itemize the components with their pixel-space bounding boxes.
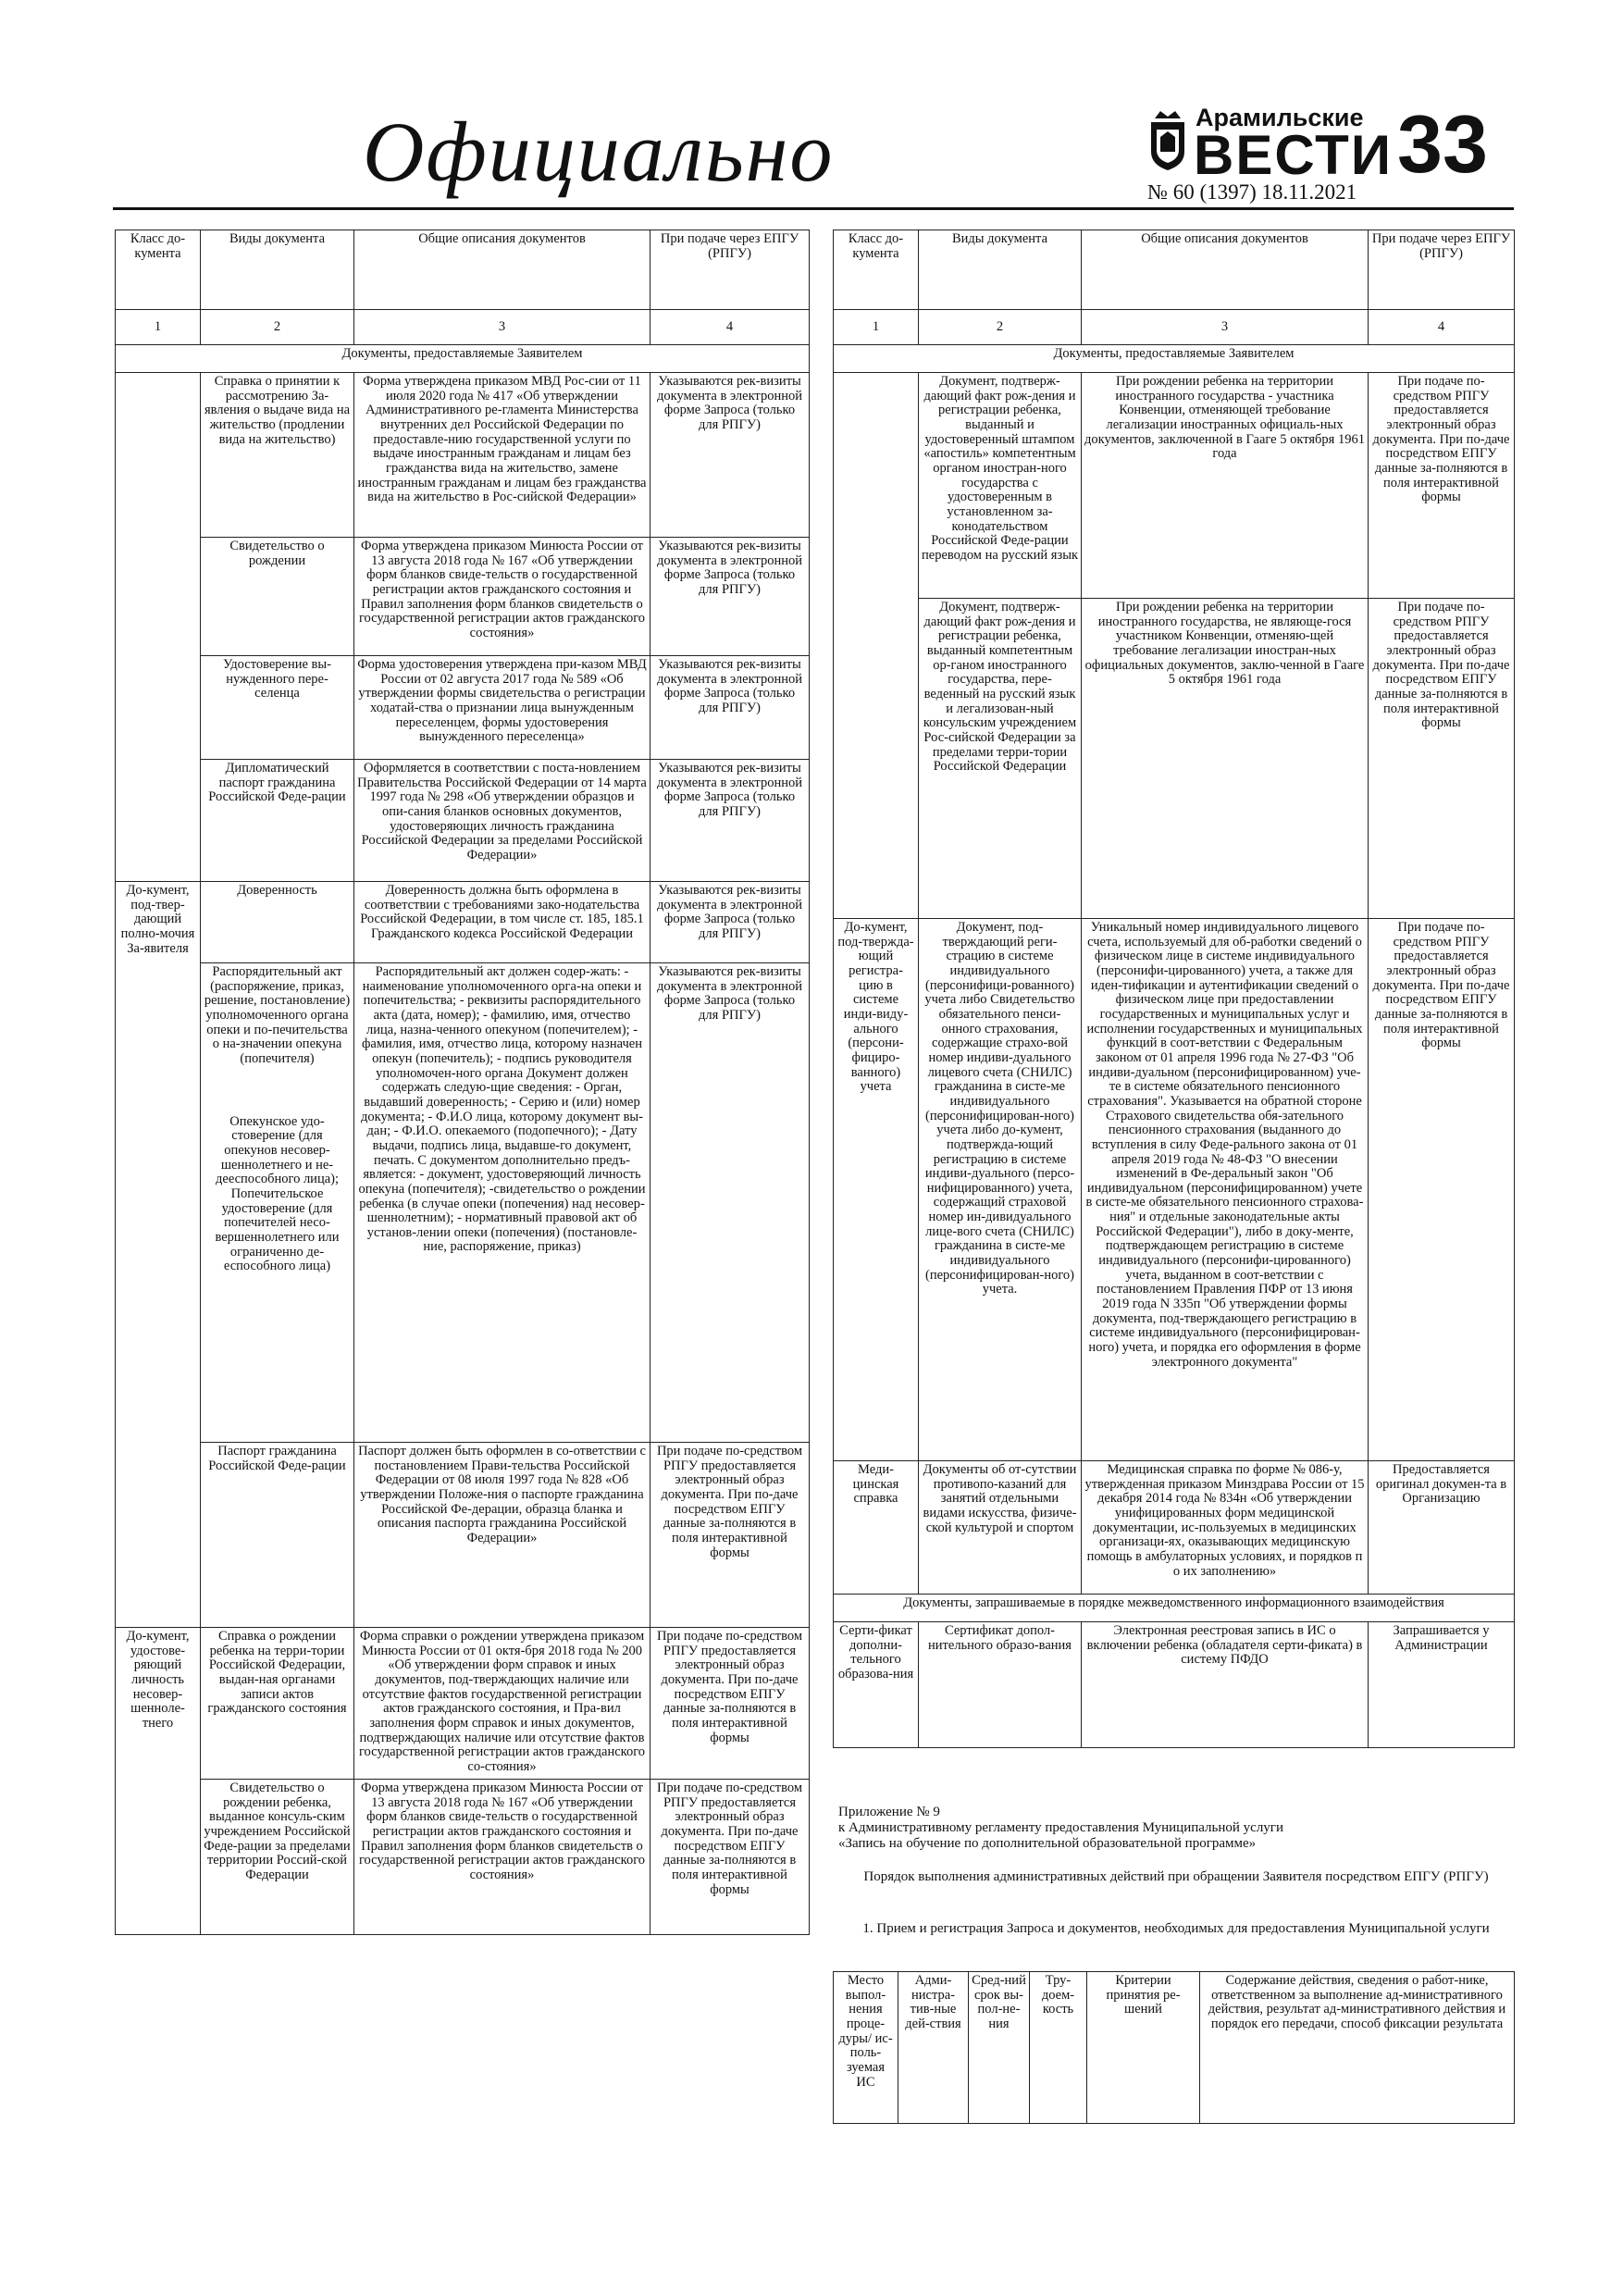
document-type: Доверенность (201, 882, 354, 963)
appendix-number: Приложение № 9 (838, 1805, 940, 1819)
column-header: При подаче через ЕПГУ (РПГУ) (1369, 230, 1515, 310)
submission-note: Предоставляется оригинал докумен-та в Организацию (1369, 1461, 1515, 1595)
column-number: 2 (201, 310, 354, 345)
procedure-title: Порядок выполнения административных действий при обращении Заявителя посредством ЕПГУ (РПГУ) (863, 1869, 1489, 1884)
column-header: Виды документа (919, 230, 1082, 310)
column-header: Критерии принятия ре-шений (1087, 1972, 1200, 2124)
section-row (116, 345, 810, 373)
column-number: 2 (919, 310, 1082, 345)
appendix-service-name: «Запись на обучение по дополнительной образовательной программе» (838, 1835, 1257, 1851)
document-type: Удостоверение вы-нужденного пере-селенца (201, 656, 354, 760)
logo-small-text: Арамильские (1196, 104, 1364, 131)
document-description: Оформляется в соответствии с поста-новлением Правительства Российской Федерации от 14 марта 1997 года № 298 «Об утверждении образцов и опи-сания бланков основных документов, удостоверяющих личность гражданина Российской Федерации за пределами Российской Федерации» (354, 760, 650, 882)
document-type: Документ, подтверж-дающий факт рож-дения и регистрации ребенка, выданный и удостоверенный штампом «апостиль» компетентным органом иностран-ного государства с удостоверенным в установленном за-конодательством Российской Феде-рации переводом на русский язык (919, 373, 1082, 599)
submission-note: Указываются рек-визиты документа в электронной форме Запроса (только для РПГУ) (650, 963, 810, 1443)
table-row (834, 919, 1515, 1461)
document-type: Дипломатический паспорт гражданина Российской Феде-рации (201, 760, 354, 882)
submission-note: Указываются рек-визиты документа в электронной форме Запроса (только для РПГУ) (650, 760, 810, 882)
submission-note: При подаче по-средством РПГУ предоставляется электронный образ документа. При по-даче посредством ЕПГУ данные за-полняются в поля интерактивной формы (650, 1780, 810, 1935)
issue-number: № 60 (1397) 18.11.2021 (1147, 180, 1357, 204)
submission-note: При подаче по-средством РПГУ предоставляется электронный образ документа. При по-даче посредством ЕПГУ данные за-полняются в поля интерактивной формы (650, 1443, 810, 1628)
column-number: 1 (116, 310, 201, 345)
document-type: Свидетельство о рождении (201, 538, 354, 656)
submission-note: При подаче по-средством РПГУ предоставляется электронный образ документа. При по-даче посредством ЕПГУ данные за-полняются в поля интерактивной формы (650, 1628, 810, 1780)
document-type: Сертификат допол-нительного образо-вания (919, 1622, 1082, 1748)
submission-note: При подаче по-средством РПГУ предоставляется электронный образ документа. При по-даче посредством ЕПГУ данные за-полняются в поля интерактивной формы (1369, 919, 1515, 1461)
column-header: Класс до-кумента (116, 230, 201, 310)
empty-cell (834, 373, 919, 919)
document-class: До-кумент, удостове-ряющий личность несовер-шенноле-тнего (116, 1628, 201, 1935)
submission-note: При подаче по-средством РПГУ предоставляется электронный образ документа. При по-даче посредством ЕПГУ данные за-полняются в поля интерактивной формы (1369, 373, 1515, 599)
section-title: Официально (363, 105, 835, 199)
document-class: До-кумент, под-твер-дающий полно-мочия За-явителя (116, 882, 201, 1628)
column-header: Общие описания документов (354, 230, 650, 310)
document-class: До-кумент, под-твержда- ющий регистра-цию в системе инди-виду-ального (персони-фициро-ванного) учета (834, 919, 919, 1461)
submission-note: Указываются рек-визиты документа в электронной форме Запроса (только для РПГУ) (650, 538, 810, 656)
document-type: Документ, подтверж-дающий факт рож-дения и регистрации ребенка, выданный компетентным ор-ганом иностранного государства, пере-веденный на русский язык и легализован-ный консульским учреждением Рос-сийской Федерации за пределами терри-тории Российской Федерации (919, 599, 1082, 919)
document-description: Медицинская справка по форме № 086-у, утвержденная приказом Минздрава России от 15 декабря 2014 года № 834н «Об утверждении унифицированных форм медицинской документации, ис-пользуемых в медицинских организаци-ях, оказывающих медицинскую помощь в амбулаторных условиях, и порядков п о их заполнению» (1082, 1461, 1369, 1595)
table-row (834, 1461, 1515, 1595)
document-description: Форма справки о рождении утверждена приказом Минюста России от 01 октя-бря 2018 года № 200 «Об утверждении форм справок и иных документов, под-тверждающих наличие или отсутствие фактов государственной регистрации актов гражданского состояния, и Пра-вил заполнения форм справок и иных документов, подтверждающих наличие или отсутствие фактов государственной регистрации актов гражданского со-стояния» (354, 1628, 650, 1780)
table-row (116, 1780, 810, 1935)
table-row (116, 538, 810, 656)
document-description: При рождении ребенка на территории иностранного государства - участника Конвенции, отменяющей требование легализации иностранных официаль-ных документов, заключенной в Гааге 5 октября 1961 года (1082, 373, 1369, 599)
document-description: Доверенность должна быть оформлена в соответствии с требованиями зако-нодательства Российской Федерации, в том числе ст. 185, 185.1 Гражданского кодекса Российской Федерации (354, 882, 650, 963)
column-header: Тру-доем-кость (1030, 1972, 1087, 2124)
document-type: Справка о принятии к рассмотрению За-явления о выдаче вида на жительство (продлении вида на жительство) (201, 373, 354, 538)
column-number: 3 (1082, 310, 1369, 345)
table-header-row (834, 230, 1515, 310)
table-row (834, 1622, 1515, 1748)
column-header: Место выпол-нения проце-дуры/ ис-поль-зуемая ИС (834, 1972, 898, 2124)
document-description: Форма утверждена приказом Минюста России от 13 августа 2018 года № 167 «Об утверждении форм бланков свиде-тельств о государственной регистрации актов гражданского состояния и Правил заполнения форм бланков свидетельств о государственной регистрации актов гражданского состояния» (354, 1780, 650, 1935)
table-row (116, 963, 810, 1443)
column-header: При подаче через ЕПГУ (РПГУ) (650, 230, 810, 310)
table-row (116, 656, 810, 760)
document-type: Документы об от-сутствии противопо-казаний для занятий отдельными видами искусства, физиче-ской культурой и спортом (919, 1461, 1082, 1595)
column-header: Сред-ний срок вы-пол-не-ния (969, 1972, 1030, 2124)
document-description: Уникальный номер индивидуального лицевого счета, используемый для об-работки сведений о физическом лице в системе индивидуального (персонифи-цированного) учета, а также для иден-тификации и аутентификации сведений о физическом лице при предоставлении государственных и муниципальных услуг и исполнении государственных и муниципальных функций в соот-ветствии с Федеральным законом от 01 апреля 1996 года № 27-ФЗ "Об индиви-дуальном (персонифицированном) уче-те в системе обязательного пенсионного страхования". Указывается на обратной стороне Страхового свидетельства обя-зательного пенсионного страхования (выданного до вступления в силу Феде-рального закона от 01 апреля 2019 года № 48-ФЗ "О внесении изменений в Фе-деральный закон "Об индивидуальном (персонифицированном) учете в систе-ме обязательного пенсионного страхова-ния" и отдельные законодательные акты Российской Федерации"), либо в доку-менте, подтверждающем регистрацию в системе индивидуального (персонифи-цированного) учета, выданном в соот-ветствии с постановлением Правления ПФР от 13 июня 2019 года N 335п "Об утверждении формы документа, под-тверждающего регистрацию в системе индивидуального (персонифицирован-ного) учета, и порядка его оформления в форме электронного документа" (1082, 919, 1369, 1461)
procedure-table (833, 1971, 1515, 2124)
document-description: Форма утверждена приказом Минюста России от 13 августа 2018 года № 167 «Об утверждении форм бланков свиде-тельств о государственной регистрации актов гражданского состояния и Правил заполнения форм бланков свидетельств о государственной регистрации актов гражданского состояния» (354, 538, 650, 656)
table-row (834, 599, 1515, 919)
document-description: При рождении ребенка на территории иностранного государства, не являюще-гося участником Конвенции, отменяю-щей требование легализации иностран-ных официальных документов, заклю-ченной в Гааге 5 октября 1961 года (1082, 599, 1369, 919)
document-description: Паспорт должен быть оформлен в со-ответствии с постановлением Прави-тельства Российской Федерации от 08 июля 1997 года № 828 «Об утверждении Положе-ния о паспорте гражданина Российской Фе-дерации, образца бланка и описания паспорта гражданина Российской Федерации» (354, 1443, 650, 1628)
document-type: Опекунское удо-стоверение (для опекунов несовер-шеннолетнего и не-дееспособного лица); Попечительское удостоверение (для попечителей несо-вершеннолетнего или ограниченно де-еспособного лица) (215, 1113, 340, 1274)
coat-of-arms-icon (1147, 109, 1188, 172)
column-number-row (834, 310, 1515, 345)
table-header-row (116, 230, 810, 310)
column-number-row (116, 310, 810, 345)
section-heading: Документы, запрашиваемые в порядке межведомственного информационного взаимодействия (834, 1595, 1515, 1622)
submission-note: Указываются рек-визиты документа в электронной форме Запроса (только для РПГУ) (650, 882, 810, 963)
column-header: Виды документа (201, 230, 354, 310)
column-header: Содержание действия, сведения о работ-нике, ответственном за выполнение ад-министративного действия, результат ад-министративного действия и порядок его передачи, способ фиксации результата (1200, 1972, 1515, 2124)
table-header-row (834, 1972, 1515, 2124)
table-row (116, 1443, 810, 1628)
table-row (116, 760, 810, 882)
document-type: Паспорт гражданина Российской Феде-рации (201, 1443, 354, 1628)
appendix-reference (838, 1805, 1514, 1851)
empty-cell (116, 373, 201, 882)
column-number: 4 (650, 310, 810, 345)
submission-note: Запрашивается у Администрации (1369, 1622, 1515, 1748)
column-header: Адми-нистра-тив-ные дей-ствия (898, 1972, 969, 2124)
section-heading: Документы, предоставляемые Заявителем (116, 345, 810, 373)
right-documents-table (833, 230, 1515, 1748)
table-row (116, 373, 810, 538)
section-row (834, 345, 1515, 373)
table-row (116, 882, 810, 963)
document-type: Справка о рождении ребенка на терри-тории Российской Федерации, выдан-ная органами записи актов гражданского состояния (201, 1628, 354, 1780)
document-type-group (201, 963, 354, 1443)
document-type: Документ, под-тверждающий реги-страцию в системе индивидуального (персонифици-рованного) учета либо Свидетельство обязательного пенси-онного страхования, содержащие страхо-вой номер индиви-дуального лицевого счета (СНИЛС) гражданина в систе-ме индивидуального (персонифицирован-ного) учета либо до-кумент, подтвержда-ющий регистрацию в системе индиви-дуального (персо-нифицированного) учета, содержащий страховой номер ин-дивидуального лице-вого счета (СНИЛС) гражданина в систе-ме индивидуального (персонифицирован-ного) учета. (919, 919, 1082, 1461)
document-type: Свидетельство о рождении ребенка, выданное консуль-ским учреждением Российской Феде-рации за пределами территории Россий-ской Федерации (201, 1780, 354, 1935)
table-row (834, 373, 1515, 599)
table-row (116, 1628, 810, 1780)
procedure-subsection: 1. Прием и регистрация Запроса и документов, необходимых для предоставления Муниципальной услуги (862, 1921, 1490, 1936)
submission-note: Указываются рек-визиты документа в электронной форме Запроса (только для РПГУ) (650, 656, 810, 760)
document-class: Меди-цинская справка (834, 1461, 919, 1595)
document-description: Форма утверждена приказом МВД Рос-сии от 11 июля 2020 года № 417 «Об утверждении Административного ре-гламента Министерства внутренних дел Российской Федерации по предоставле-нию государственной услуги по выдаче иностранным гражданам и лицам без гражданства вида на жительство, замене иностранным гражданам и лицам без гражданства вида на жительство в Рос-сийской Федерации» (354, 373, 650, 538)
document-type: Распорядительный акт (распоряжение, приказ, решение, постановление) уполномоченного органа опеки и по-печительства о на-значении опекуна (попечителя) (204, 964, 351, 1066)
column-header: Класс до-кумента (834, 230, 919, 310)
header-rule (113, 207, 1514, 210)
document-description: Электронная реестровая запись в ИС о включении ребенка (обладателя серти-фиката) в систему ПФДО (1082, 1622, 1369, 1748)
page-number: 33 (1397, 98, 1488, 190)
column-number: 4 (1369, 310, 1515, 345)
column-number: 3 (354, 310, 650, 345)
document-class: Серти-фикат дополни-тельного образова-ния (834, 1622, 919, 1748)
submission-note: При подаче по-средством РПГУ предоставляется электронный образ документа. При по-даче посредством ЕПГУ данные за-полняются в поля интерактивной формы (1369, 599, 1515, 919)
newspaper-logo (1147, 104, 1393, 186)
section-row (834, 1595, 1515, 1622)
section-heading: Документы, предоставляемые Заявителем (834, 345, 1515, 373)
left-documents-table (115, 230, 810, 1935)
logo-big-text: ВЕСТИ (1194, 124, 1393, 186)
document-description: Распорядительный акт должен содер-жать: - наименование уполномоченного орга-на опеки и попечительства; - реквизиты распорядительного акта (дата, номер); - фамилию, имя, отчество лица, назна-ченного опекуном (попечителем); - фамилия, имя, отчество лица, которому назначен опекун (попечитель); - подпись руководителя уполномочен-ного органа Документ должен содержать следую-щие сведения: - Орган, выдавший доверенность; - Серию и (или) номер документа; - Ф.И.О лица, которому документ вы-дан; - Ф.И.О. опекаемого (подопечного); - Дату выдачи, подпись лица, выдавше-го документ, печать. С документом дополнительно предъ-является: - документ, удостоверяющий личность опекуна (попечителя); -свидетельство о рождении ребенка (в случае опеки (попечения) над несовер-шеннолетним); - нормативный правовой акт об установ-лении опеки (попечения) (постановле-ние, распоряжение, приказ) (354, 963, 650, 1443)
column-number: 1 (834, 310, 919, 345)
submission-note: Указываются рек-визиты документа в электронной форме Запроса (только для РПГУ) (650, 373, 810, 538)
document-description: Форма удостоверения утверждена при-казом МВД России от 02 августа 2017 года № 589 «Об утверждении формы свидетельства о регистрации ходатай-ства о признании лица вынужденным переселенцем, формы удостоверения вынужденного переселенца» (354, 656, 650, 760)
appendix-regulation: к Административному регламенту предоставления Муниципальной услуги (838, 1819, 1283, 1835)
column-header: Общие описания документов (1082, 230, 1369, 310)
